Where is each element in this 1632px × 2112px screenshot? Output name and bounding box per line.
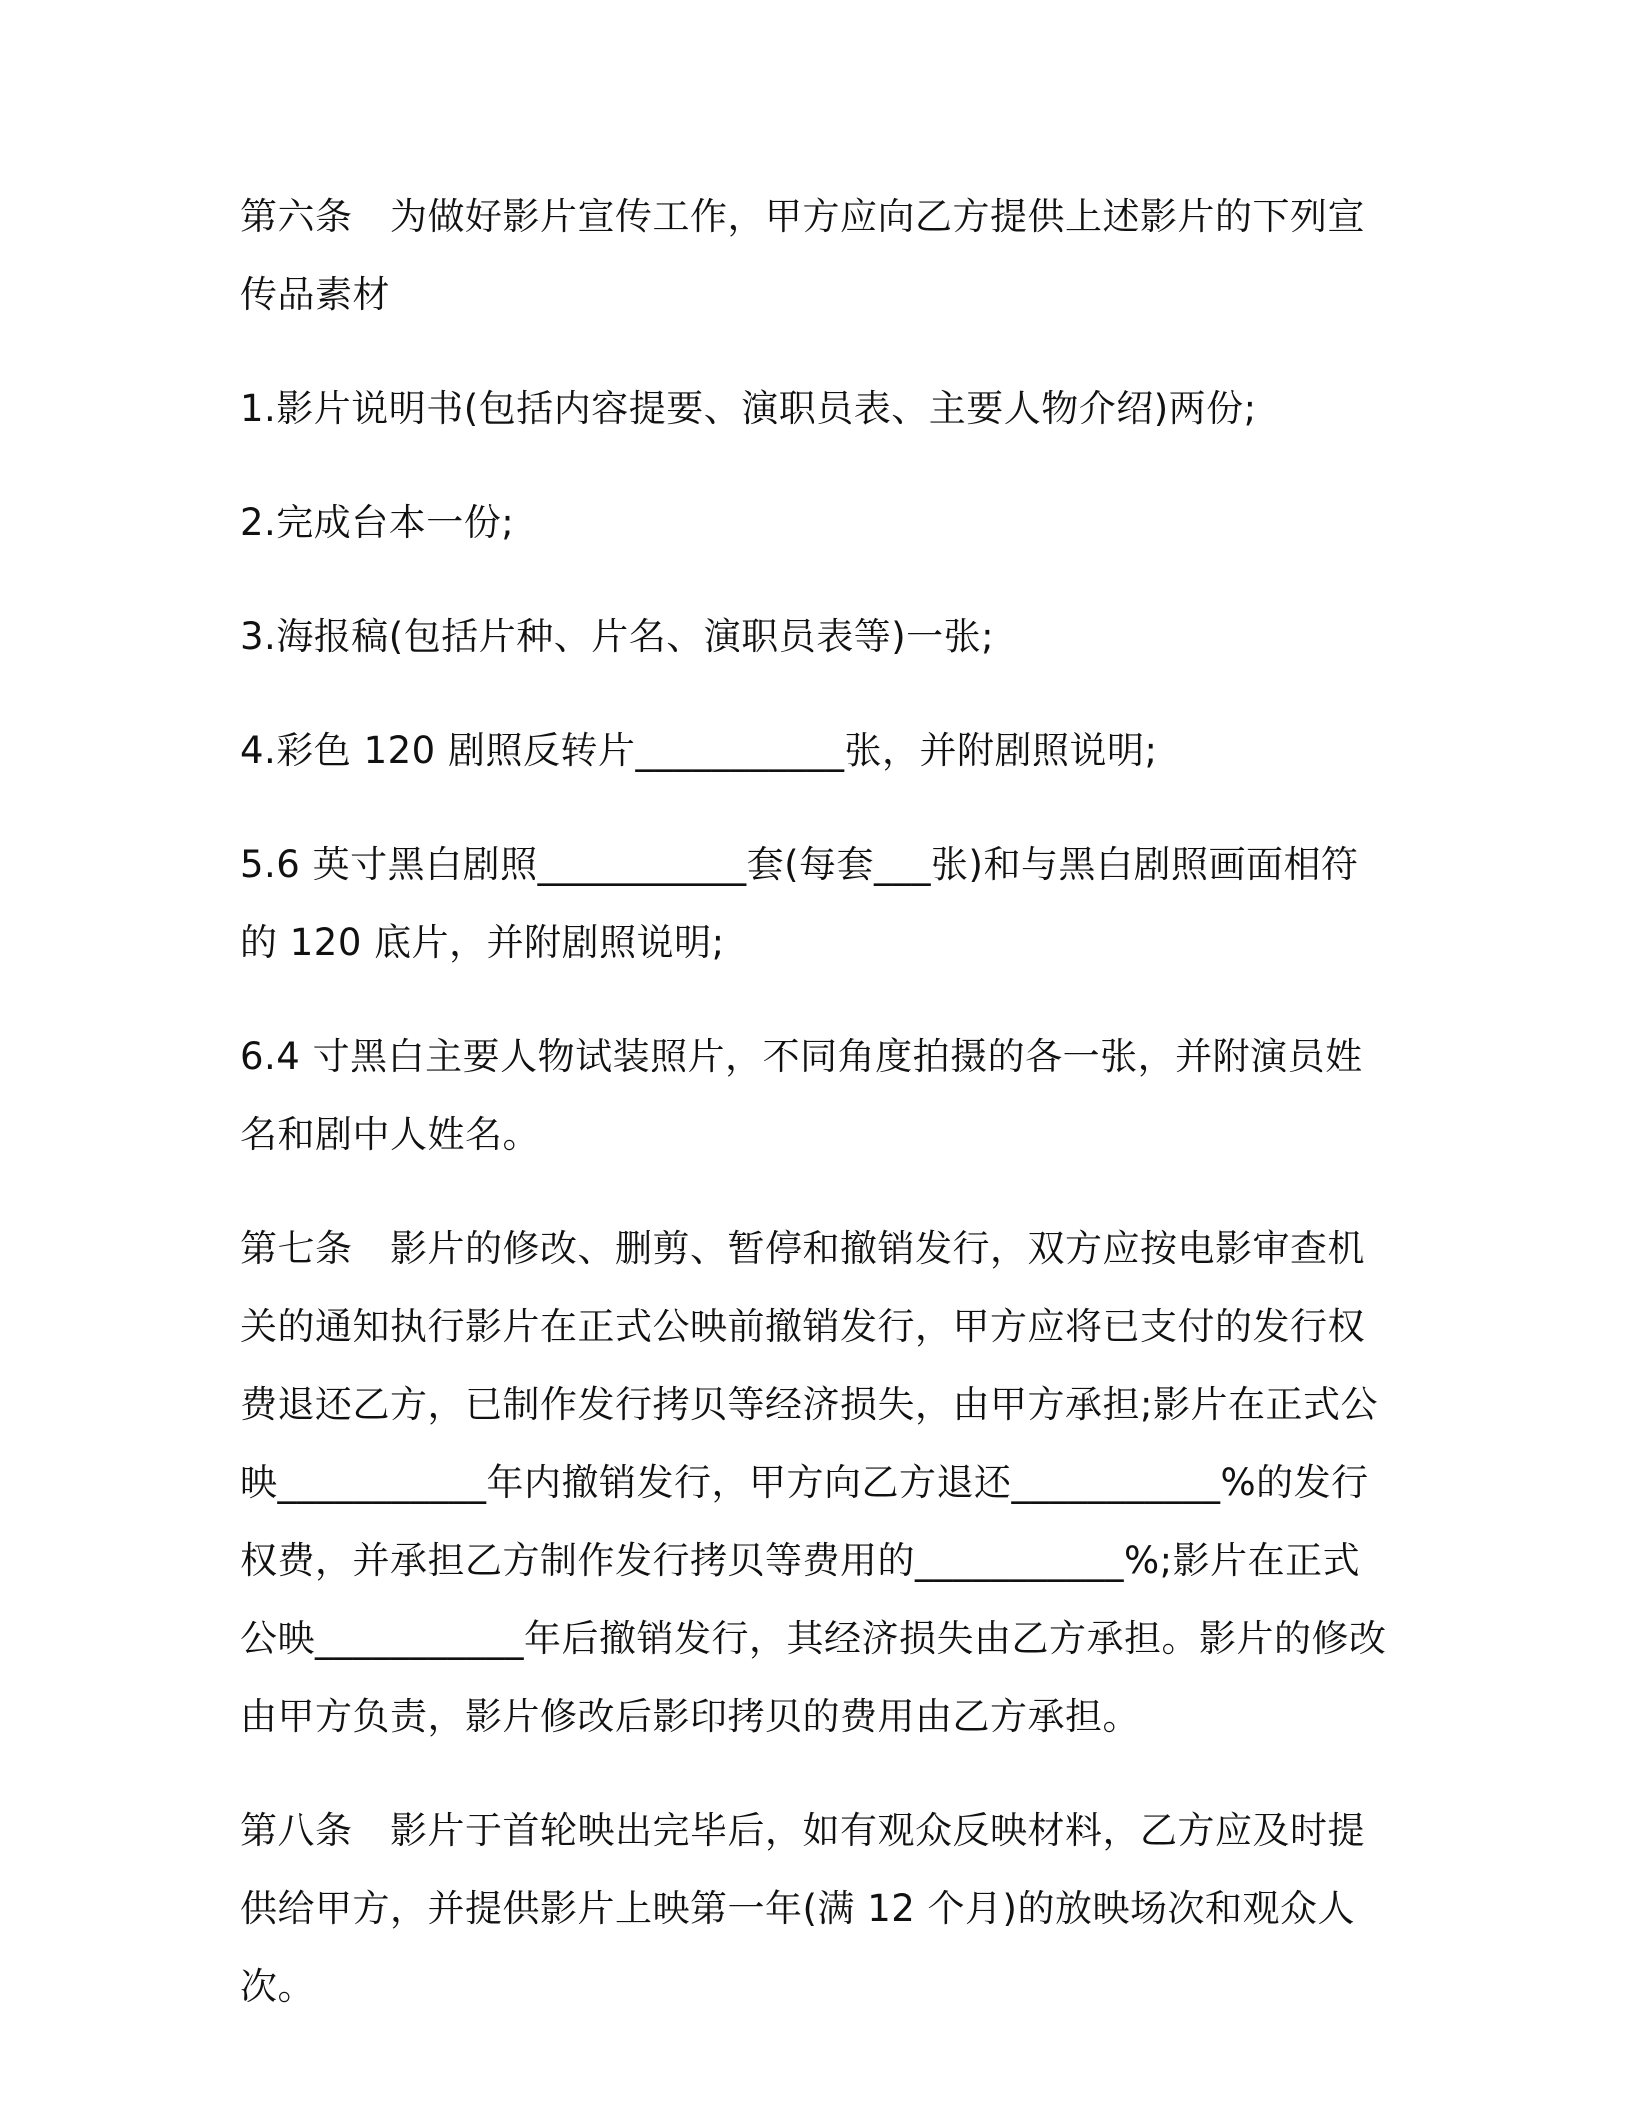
list-item-2: 2.完成台本一份; [240, 501, 515, 544]
article-8-paragraph: 第八条 影片于首轮映出完毕后，如有观众反映材料，乙方应及时提供给甲方，并提供影片上映第一年(满 12 个月)的放映场次和观众人次。 [240, 1809, 1365, 2008]
document-body [240, 178, 1390, 2062]
list-item-3: 3.海报稿(包括片种、片名、演职员表等)一张; [240, 615, 995, 658]
list-item-1: 1.影片说明书(包括内容提要、演职员表、主要人物介绍)两份; [240, 387, 1257, 430]
list-item-6: 6.4 寸黑白主要人物试装照片，不同角度拍摄的各一张，并附演员姓名和剧中人姓名。 [240, 1035, 1363, 1156]
article-7-paragraph: 第七条 影片的修改、删剪、暂停和撤销发行，双方应按电影审查机关的通知执行影片在正式公映前撤销发行，甲方应将已支付的发行权费退还乙方，已制作发行拷贝等经济损失，由甲方承担;影片在正式公映___________年内撤销发行，甲方向乙方退还___________%的发行权费，并承担乙方制作发行拷贝等费用的___________%;影片在正式公映___________年后撤销发行，其经济损失由乙方承担。影片的修改由甲方负责，影片修改后影印拷贝的费用由乙方承担。 [240, 1227, 1387, 1738]
list-item-4: 4.彩色 120 剧照反转片___________张，并附剧照说明; [240, 729, 1158, 772]
list-item-5: 5.6 英寸黑白剧照___________套(每套___张)和与黑白剧照画面相符的 120 底片，并附剧照说明; [240, 843, 1359, 964]
article-6-paragraph: 第六条 为做好影片宣传工作，甲方应向乙方提供上述影片的下列宣传品素材 [240, 195, 1365, 316]
